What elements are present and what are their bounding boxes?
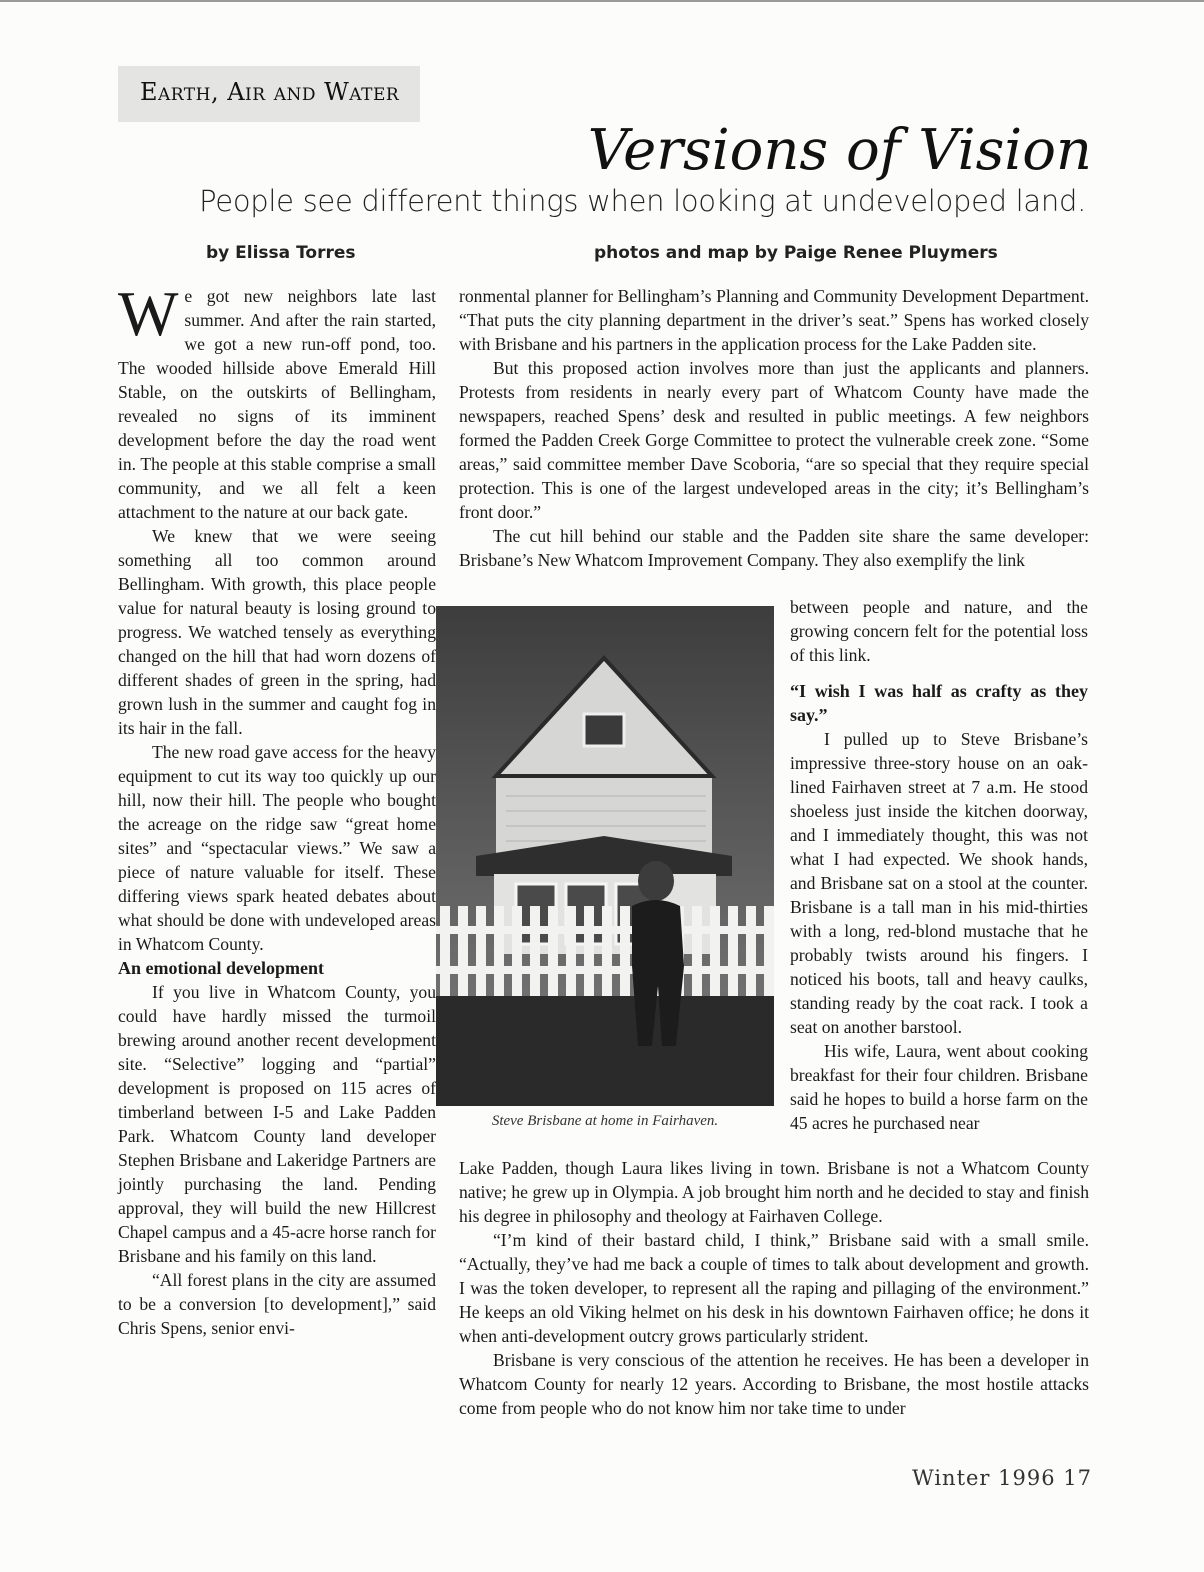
paragraph: But this proposed action involves more than just the applicants and planners. Protests from residents in nearly every part of Whatcom County have made the newspapers, reached Spens’ desk and resulted in public meetings. A few neighbors formed the Padden Creek Gorge Committee to protect the vulnerable creek zone. “Some areas,” said committee member Dave Scoboria, “are so special that they require special protection. This is one of the largest undeveloped areas in the city; it’s Bellingham’s front door.” [459,358,1089,522]
drop-cap: W [118,278,179,349]
house-photo [436,606,774,1106]
photo-caption: Steve Brisbane at home in Fairhaven. [491,1113,719,1129]
section-heading: An emotional development [118,958,324,978]
paragraph: ronmental planner for Bellingham’s Planning and Community Development Department. “That puts the city planning department in the driver’s seat.” Spens has worked closely with Brisbane and his partners in the application process for the Lake Padden site. [459,286,1089,354]
photo-byline: photos and map by Paige Renee Pluymers [594,243,998,263]
section-label: Earth, Air and Water [118,66,420,122]
right-column-side [790,595,1088,1135]
paragraph: Brisbane is very conscious of the attention he receives. He has been a developer in Whatcom County for nearly 12 years. According to Brisbane, the most hostile attacks come from people who do not know him nor take time to under [459,1350,1089,1418]
right-column-bottom [459,1156,1089,1420]
section-heading: “I wish I was half as crafty as they say.” [790,681,1088,725]
paragraph: Lake Padden, though Laura likes living in town. Brisbane is not a Whatcom County native; he grew up in Olympia. A job brought him north and he decided to stay and finish his degree in philosophy and theology at Fairhaven College. [459,1158,1089,1226]
top-rule [0,0,1204,2]
paragraph: “I’m kind of their bastard child, I think,” Brisbane said with a small smile. “Actually, they’ve had me back a couple of times to talk about development and growth. I was the token developer, to represent all the raping and pillaging of the environment.” He keeps an old Viking helmet on his desk in his downtown Fairhaven office; he dons it when anti-development outcry grows particularly strident. [459,1230,1089,1346]
page-footer: Winter 1996 17 [912,1466,1092,1490]
article-title: Versions of Vision [587,118,1092,183]
paragraph: We knew that we were seeing something all too common around Bellingham. With growth, this place people value for natural beauty is losing ground to progress. We watched tensely as everything changed on the hill that had worn dozens of different shades of green in the spring, had grown lush in the summer and caught fog in its hair in the fall. [118,526,436,738]
article-subtitle: People see different things when looking at undeveloped land. [199,184,1086,218]
paragraph: The new road gave access for the heavy equipment to cut its way too quickly up our hill, now their hill. The people who bought the acreage on the ridge saw “great home sites” and “spectacular views.” We saw a piece of nature valuable for itself. These differing views spark heated debates about what should be done with undeveloped areas in Whatcom County. [118,742,436,954]
left-column [118,278,437,1340]
paragraph: We got new neighbors late last summer. And after the rain started, we got a new run-off pond, too. The wooded hillside above Emerald Hill Stable, on the outskirts of Bellingham, revealed no signs of its imminent development before the day the road went in. The people at this stable comprise a small community, and we all felt a keen attachment to the nature at our back gate. [118,278,436,522]
author-byline: by Elissa Torres [206,243,356,263]
right-column-top [459,284,1089,572]
paragraph: “All forest plans in the city are assumed to be a conversion [to development],” said Chris Spens, senior envi- [118,1270,436,1338]
house-photo-illustration [436,606,774,1106]
paragraph: I pulled up to Steve Brisbane’s impressive three-story house on an oak-lined Fairhaven street at 7 a.m. He stood shoeless just inside the kitchen doorway, and I immediately thought, this was not what I had expected. We shook hands, and Brisbane sat on a stool at the counter. Brisbane is a tall man in his mid-thirties with a long, red-blond mustache that he probably twists around his fingers. I noticed his boots, tall and heavy caulks, standing ready by the coat rack. I took a seat on another barstool. [790,729,1088,1037]
paragraph: between people and nature, and the growing concern felt for the potential loss of this link. [790,597,1088,665]
paragraph: The cut hill behind our stable and the Padden site share the same developer: Brisbane’s New Whatcom Improvement Company. They also exemplify the link [459,526,1089,570]
paragraph: If you live in Whatcom County, you could have hardly missed the turmoil brewing around another recent development site. “Selective” logging and “partial” development is proposed on 115 acres of timberland between I-5 and Lake Padden Park. Whatcom County land developer Stephen Brisbane and Lakeridge Partners are jointly purchasing the land. Pending approval, they will build the new Hillcrest Chapel campus and a 45-acre horse ranch for Brisbane and his family on this land. [118,982,437,1266]
paragraph: His wife, Laura, went about cooking breakfast for their four children. Brisbane said he hopes to build a horse farm on the 45 acres he purchased near [790,1041,1088,1133]
